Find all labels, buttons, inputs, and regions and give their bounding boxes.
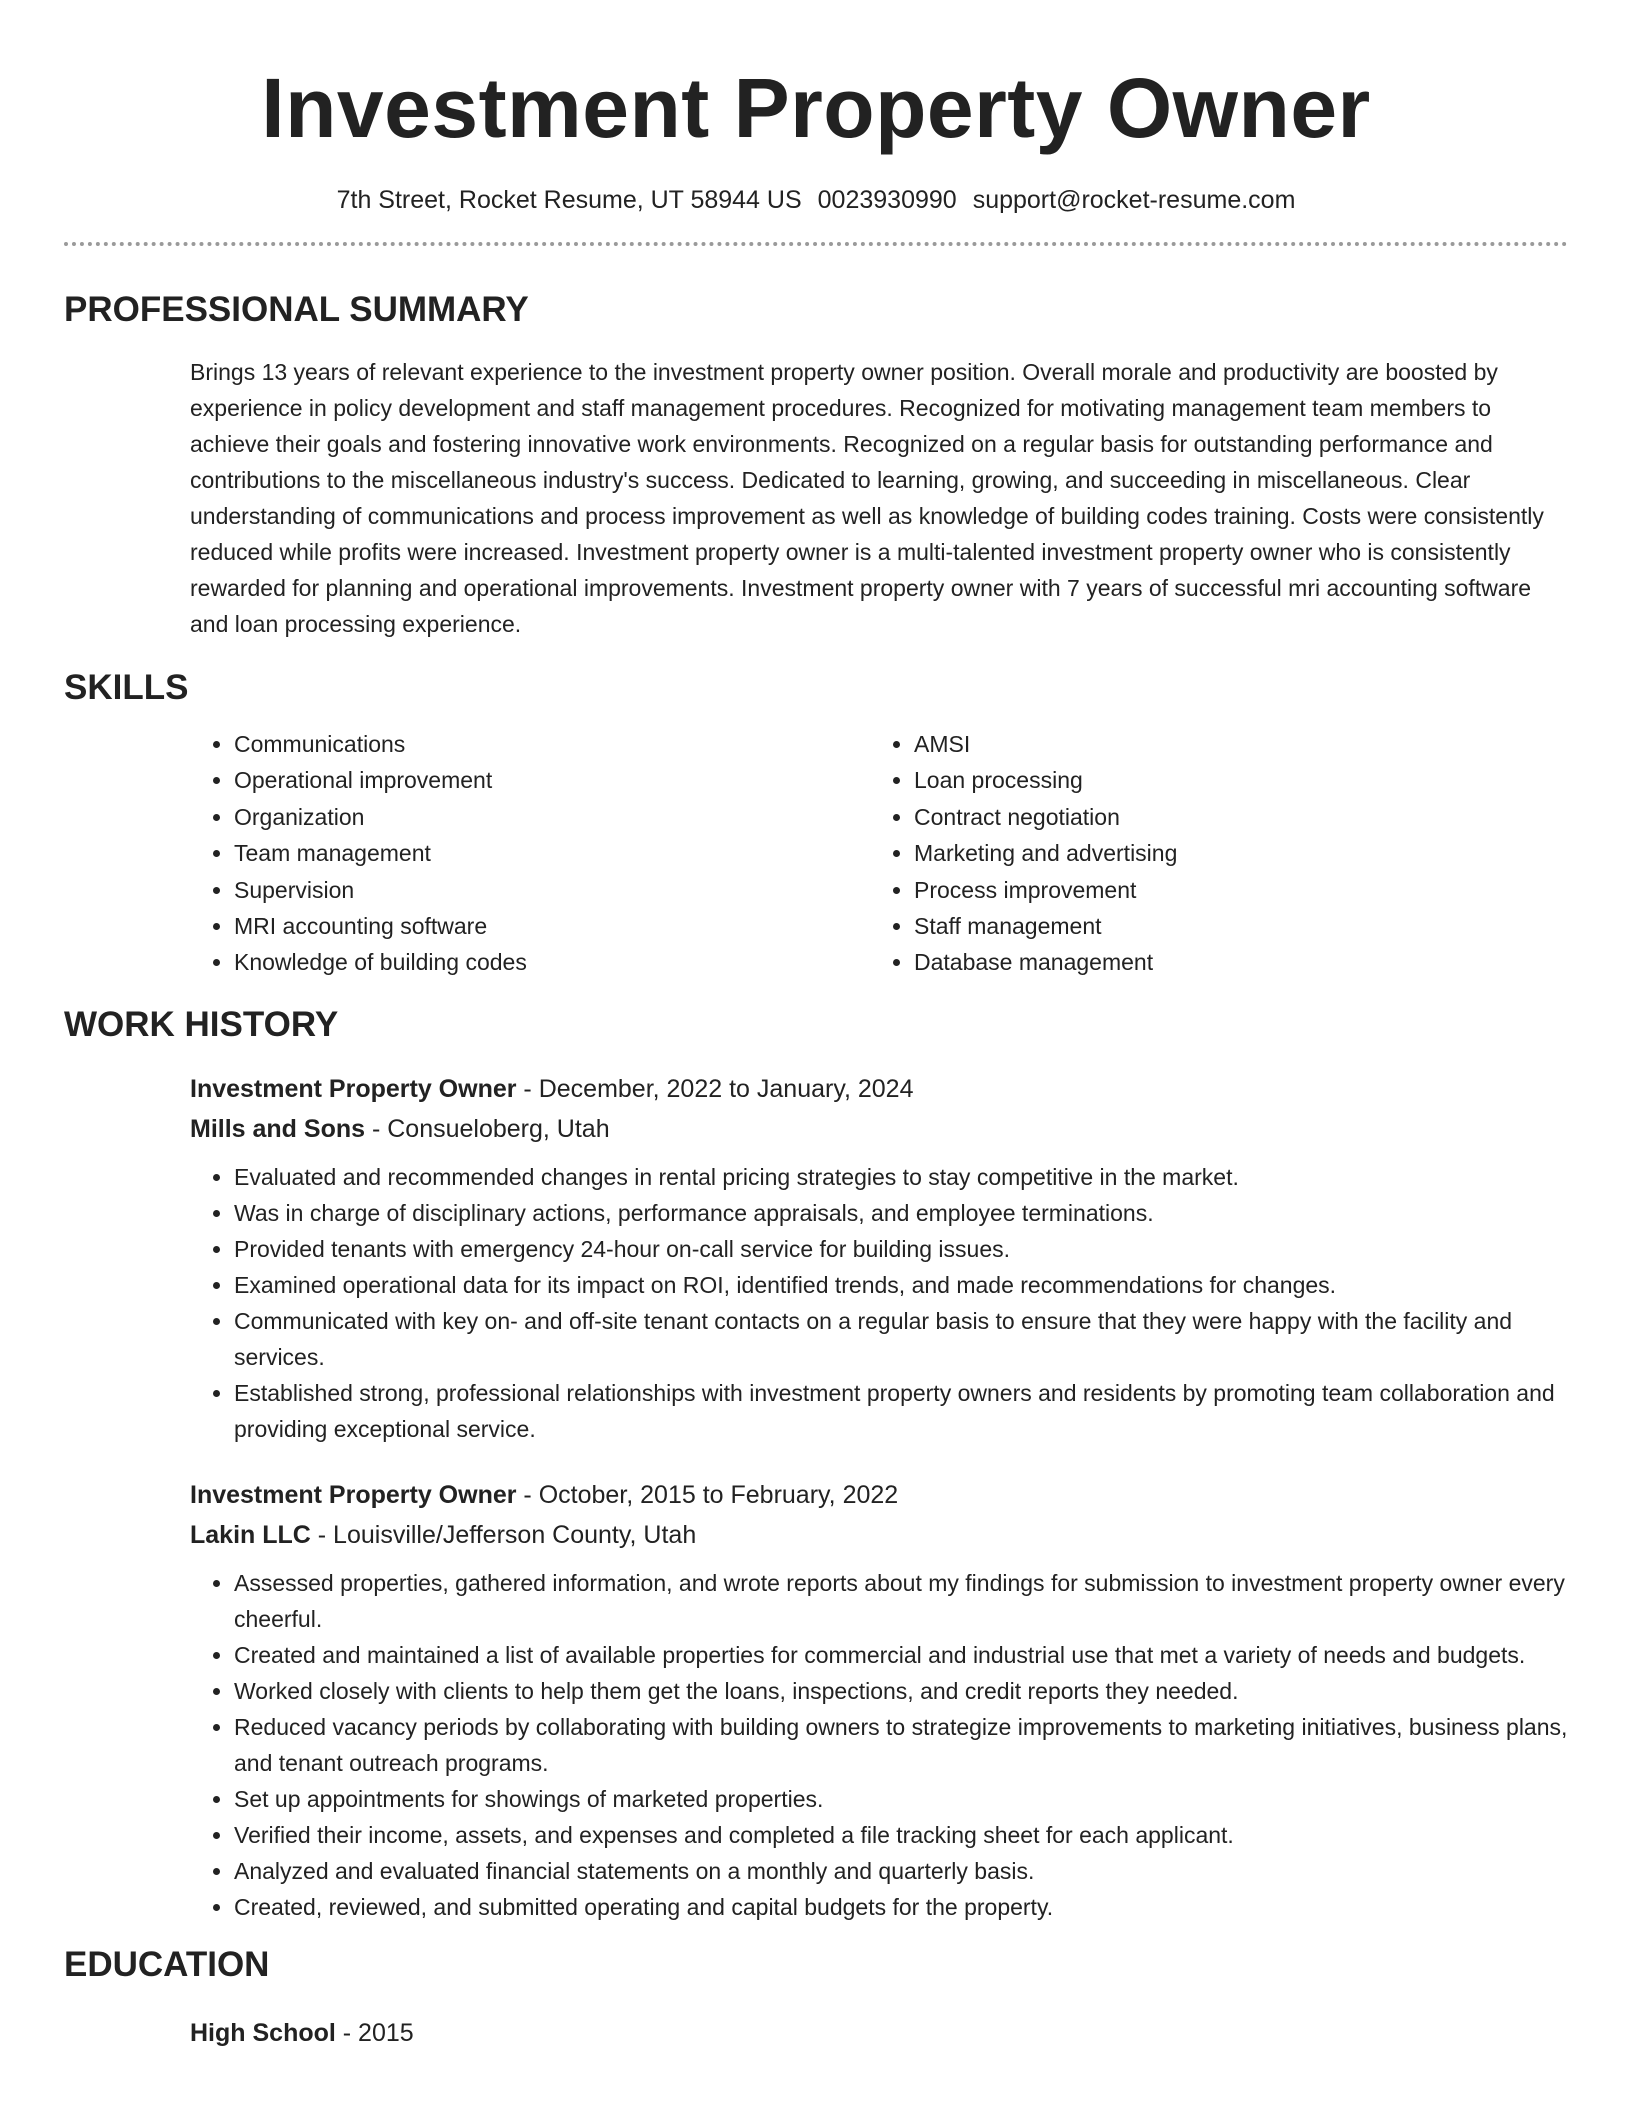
job-company-line — [190, 1515, 1568, 1555]
job-company: Mills and Sons — [190, 1114, 366, 1143]
section-work-history — [64, 1003, 1568, 1925]
job-location: - Louisville/Jefferson County, Utah — [310, 1520, 697, 1549]
contact-phone: 0023930990 — [817, 186, 957, 214]
job-company: Lakin LLC — [190, 1520, 311, 1549]
job-bullet: • Created, reviewed, and submitted operating and capital budgets for the property. — [234, 1889, 1568, 1925]
job-bullet: • Verified their income, assets, and expenses and completed a file tracking sheet for each applicant. — [234, 1817, 1568, 1853]
job-entry — [190, 1475, 1568, 1925]
job-bullet: • Assessed properties, gathered information, and wrote reports about my findings for submission to investment property owner every cheerful. — [234, 1565, 1568, 1637]
job-bullet: • Was in charge of disciplinary actions, performance appraisals, and employee terminations. — [234, 1195, 1568, 1231]
job-company-line — [190, 1109, 1568, 1149]
skill-item: • Knowledge of building codes — [234, 944, 870, 980]
skills-list-left — [190, 726, 870, 981]
skills-list-right — [870, 726, 1550, 981]
job-bullet: • Created and maintained a list of available properties for commercial and industrial use that met a variety of needs and budgets. — [234, 1637, 1568, 1673]
job-title-line — [190, 1475, 1568, 1515]
education-year: - 2015 — [335, 2018, 414, 2047]
contact-address: 7th Street, Rocket Resume, UT 58944 US — [336, 186, 802, 214]
section-title-summary: PROFESSIONAL SUMMARY — [64, 290, 529, 329]
job-bullet: • Worked closely with clients to help them get the loans, inspections, and credit reports they needed. — [234, 1673, 1568, 1709]
education-entry — [190, 2013, 1568, 2053]
skills-columns — [190, 726, 1568, 981]
skill-item: • Communications — [234, 726, 870, 762]
job-bullet: • Examined operational data for its impact on ROI, identified trends, and made recommendations for changes. — [234, 1267, 1568, 1303]
skill-item: • Marketing and advertising — [914, 835, 1550, 871]
skill-item: • Database management — [914, 944, 1550, 980]
skill-item: • Loan processing — [914, 762, 1550, 798]
education-degree: High School — [190, 2018, 336, 2047]
contact-line — [64, 184, 1568, 216]
skill-item: • Organization — [234, 799, 870, 835]
job-bullet: • Evaluated and recommended changes in rental pricing strategies to stay competitive in the market. — [234, 1159, 1568, 1195]
job-bullets — [190, 1565, 1568, 1925]
skill-item: • Team management — [234, 835, 870, 871]
section-education — [64, 1943, 1568, 2053]
job-title-line — [190, 1069, 1568, 1109]
skill-item: • AMSI — [914, 726, 1550, 762]
job-bullet: • Communicated with key on- and off-site tenant contacts on a regular basis to ensure that they were happy with the facility and services. — [234, 1303, 1568, 1375]
resume-name: Investment Property Owner — [261, 61, 1371, 155]
summary-text: Brings 13 years of relevant experience to the investment property owner position. Overall morale and productivity are boosted by experience in policy development and staff management procedures. Recognized for motivating management team members to achieve their goals and fostering innovative work environments. Recognized on a regular basis for outstanding performance and contributions to the miscellaneous industry's success. Dedicated to learning, growing, and succeeding in miscellaneous. Clear understanding of communications and process improvement as well as knowledge of building codes training. Costs were consistently reduced while profits were increased. Investment property owner is a multi-talented investment property owner who is consistently rewarded for planning and operational improvements. Investment property owner with 7 years of successful mri accounting software and loan processing experience. — [190, 359, 1544, 637]
section-title-work-history: WORK HISTORY — [64, 1004, 339, 1044]
job-bullet: • Established strong, professional relationships with investment property owners and residents by promoting team collaboration and providing exceptional service. — [234, 1375, 1568, 1447]
skill-item: • Staff management — [914, 908, 1550, 944]
job-bullet: • Analyzed and evaluated financial statements on a monthly and quarterly basis. — [234, 1853, 1568, 1889]
section-title-skills: SKILLS — [64, 668, 189, 707]
section-skills — [64, 666, 1568, 981]
section-professional-summary — [64, 288, 1568, 642]
contact-email: support@rocket-resume.com — [972, 186, 1296, 214]
job-dates: - October, 2015 to February, 2022 — [516, 1480, 899, 1509]
job-bullet: • Set up appointments for showings of marketed properties. — [234, 1781, 1568, 1817]
job-bullet: • Reduced vacancy periods by collaborating with building owners to strategize improvements to marketing initiatives, business plans, and tenant outreach programs. — [234, 1709, 1568, 1781]
header-divider — [64, 242, 1568, 246]
skill-item: • MRI accounting software — [234, 908, 870, 944]
skill-item: • Process improvement — [914, 872, 1550, 908]
job-title: Investment Property Owner — [190, 1480, 517, 1509]
job-bullets — [190, 1159, 1568, 1447]
skill-item: • Contract negotiation — [914, 799, 1550, 835]
skill-item: • Supervision — [234, 872, 870, 908]
section-title-education: EDUCATION — [64, 1944, 270, 1984]
job-title: Investment Property Owner — [190, 1074, 517, 1103]
job-dates: - December, 2022 to January, 2024 — [516, 1074, 914, 1103]
job-entry — [190, 1069, 1568, 1447]
skill-item: • Operational improvement — [234, 762, 870, 798]
job-bullet: • Provided tenants with emergency 24-hour on-call service for building issues. — [234, 1231, 1568, 1267]
job-location: - Consueloberg, Utah — [365, 1114, 610, 1143]
